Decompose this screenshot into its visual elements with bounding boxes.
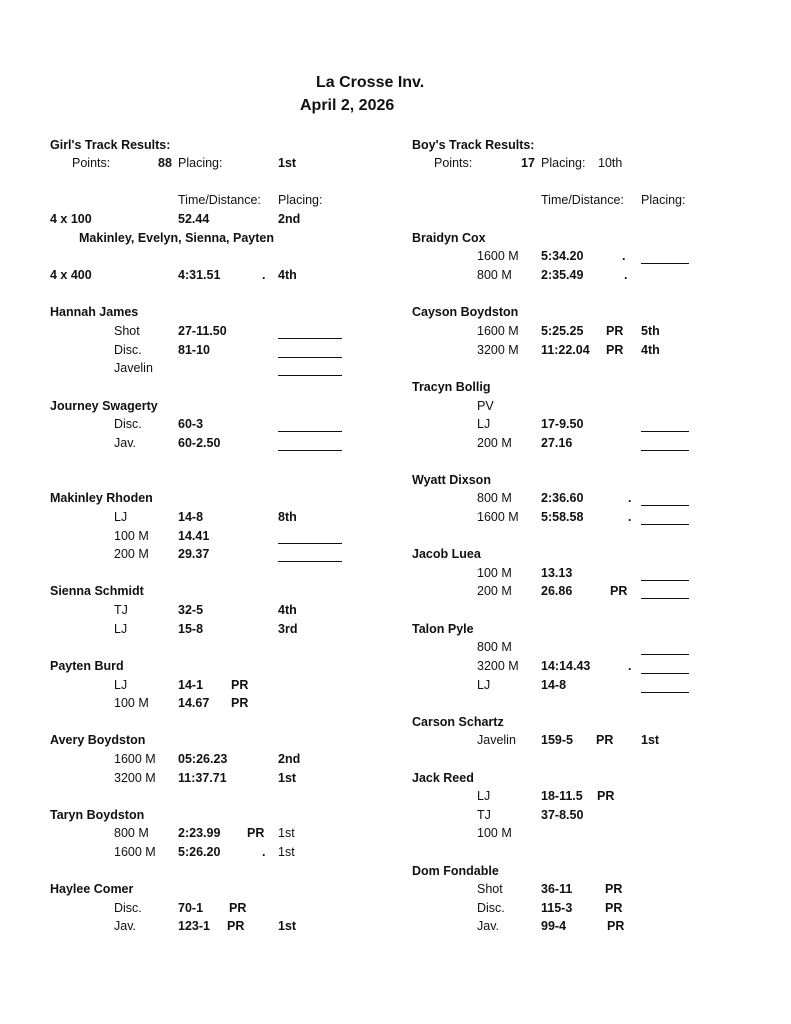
athlete-name: Makinley Rhoden [50, 491, 153, 505]
relay-4x100-time: 52.44 [178, 212, 210, 226]
pr-badge: PR [227, 919, 245, 933]
event-place: 2nd [278, 752, 301, 766]
boys-placing: 10th [598, 156, 623, 170]
event-mark: 159-5 [541, 733, 573, 747]
pr-badge: PR [596, 733, 614, 747]
girls-col-place: Placing: [278, 193, 323, 207]
pr-badge: PR [606, 343, 624, 357]
event-name: LJ [114, 678, 128, 692]
event-place: 1st [278, 826, 295, 840]
event-name: 1600 M [477, 249, 519, 263]
event-mark: 18-11.5 [541, 789, 583, 803]
event-mark: 14.41 [178, 529, 210, 543]
athlete-name: Dom Fondable [412, 864, 499, 878]
event-place: 4th [278, 603, 297, 617]
boys-col-place: Placing: [641, 193, 686, 207]
event-name: Javelin [477, 733, 516, 747]
boys-placing-label: Placing: [541, 156, 586, 170]
event-name: Shot [114, 324, 140, 338]
girls-col-time: Time/Distance: [178, 193, 261, 207]
athlete-name: Haylee Comer [50, 882, 134, 896]
event-mark: 05:26.23 [178, 752, 228, 766]
placing-blank [641, 450, 689, 451]
event-mark: 14-8 [178, 510, 204, 524]
event-mark: 17-9.50 [541, 417, 584, 431]
athlete-name: Taryn Boydston [50, 808, 145, 822]
event-name: Disc. [114, 417, 142, 431]
placing-blank [641, 431, 689, 432]
event-mark: 5:34.20 [541, 249, 584, 263]
placing-blank [278, 375, 342, 376]
event-mark: 123-1 [178, 919, 210, 933]
pr-badge: PR [231, 678, 249, 692]
relay-4x100-event: 4 x 100 [50, 212, 92, 226]
event-dot: . [622, 249, 626, 263]
girls-points-label: Points: [72, 156, 111, 170]
pr-badge: PR [229, 901, 247, 915]
event-place: 3rd [278, 622, 298, 636]
event-place: 5th [641, 324, 660, 338]
relay-4x100-place: 2nd [278, 212, 301, 226]
event-name: 100 M [477, 566, 512, 580]
event-mark: 5:58.58 [541, 510, 584, 524]
placing-blank [641, 692, 689, 693]
event-name: PV [477, 399, 494, 413]
event-name: 1600 M [114, 752, 156, 766]
event-mark: 37-8.50 [541, 808, 584, 822]
event-mark: 5:26.20 [178, 845, 221, 859]
event-mark: 60-3 [178, 417, 204, 431]
pr-badge: PR [605, 882, 623, 896]
placing-blank [641, 505, 689, 506]
event-name: LJ [114, 622, 128, 636]
relay-4x400-place: 4th [278, 268, 297, 282]
athlete-name: Tracyn Bollig [412, 380, 491, 394]
event-name: TJ [114, 603, 128, 617]
athlete-name: Hannah James [50, 305, 139, 319]
event-name: Disc. [477, 901, 505, 915]
placing-blank [641, 580, 689, 581]
event-mark: 11:22.04 [541, 343, 590, 357]
event-dot: . [628, 510, 632, 524]
event-place: 8th [278, 510, 297, 524]
boys-points-label: Points: [434, 156, 473, 170]
event-mark: 14.67 [178, 696, 210, 710]
event-dot: . [624, 268, 628, 282]
event-name: 100 M [114, 696, 149, 710]
athlete-name: Journey Swagerty [50, 399, 158, 413]
pr-badge: PR [231, 696, 249, 710]
event-name: 800 M [477, 491, 512, 505]
event-mark: 81-10 [178, 343, 210, 357]
athlete-name: Avery Boydston [50, 733, 146, 747]
pr-badge: PR [610, 584, 628, 598]
placing-blank [278, 543, 342, 544]
event-place: 4th [641, 343, 660, 357]
boys-heading: Boy's Track Results: [412, 138, 535, 152]
boys-col-time: Time/Distance: [541, 193, 624, 207]
event-name: Jav. [114, 436, 136, 450]
athlete-name: Sienna Schmidt [50, 584, 144, 598]
athlete-name: Cayson Boydston [412, 305, 519, 319]
event-name: 100 M [477, 826, 512, 840]
event-mark: 70-1 [178, 901, 204, 915]
placing-blank [278, 450, 342, 451]
event-mark: 26.86 [541, 584, 573, 598]
event-place: 1st [278, 771, 297, 785]
event-name: 3200 M [477, 343, 519, 357]
placing-blank [641, 654, 689, 655]
event-mark: 32-5 [178, 603, 204, 617]
pr-badge: PR [597, 789, 615, 803]
girls-placing: 1st [278, 156, 297, 170]
event-dot: . [262, 845, 266, 859]
event-name: 200 M [477, 436, 512, 450]
event-place: 1st [278, 919, 297, 933]
pr-badge: PR [606, 324, 624, 338]
event-name: LJ [477, 678, 491, 692]
event-name: Disc. [114, 343, 142, 357]
event-mark: 14:14.43 [541, 659, 591, 673]
event-name: 800 M [114, 826, 149, 840]
placing-blank [278, 338, 342, 339]
event-mark: 2:36.60 [541, 491, 584, 505]
event-name: 100 M [114, 529, 149, 543]
event-mark: 13.13 [541, 566, 573, 580]
event-mark: 5:25.25 [541, 324, 584, 338]
pr-badge: PR [605, 901, 623, 915]
event-mark: 60-2.50 [178, 436, 221, 450]
event-name: TJ [477, 808, 491, 822]
relay-4x100-members: Makinley, Evelyn, Sienna, Payten [79, 231, 274, 245]
pr-badge: PR [247, 826, 265, 840]
event-place: 1st [278, 845, 295, 859]
event-name: 3200 M [114, 771, 156, 785]
placing-blank [641, 673, 689, 674]
relay-4x400-dot: . [262, 268, 266, 282]
event-name: Jav. [477, 919, 499, 933]
athlete-name: Talon Pyle [412, 622, 474, 636]
placing-blank [278, 561, 342, 562]
event-name: Shot [477, 882, 503, 896]
event-name: 1600 M [114, 845, 156, 859]
event-name: 1600 M [477, 324, 519, 338]
event-name: 800 M [477, 268, 512, 282]
event-mark: 2:23.99 [178, 826, 221, 840]
event-name: 200 M [114, 547, 149, 561]
athlete-name: Jack Reed [412, 771, 474, 785]
meet-title: La Crosse Inv. [316, 74, 425, 91]
event-name: 3200 M [477, 659, 519, 673]
placing-blank [641, 598, 689, 599]
event-name: LJ [477, 789, 491, 803]
event-name: LJ [114, 510, 128, 524]
athlete-name: Wyatt Dixson [412, 473, 491, 487]
event-name: 800 M [477, 640, 512, 654]
girls-placing-label: Placing: [178, 156, 223, 170]
athlete-name: Braidyn Cox [412, 231, 486, 245]
event-mark: 11:37.71 [178, 771, 227, 785]
event-name: LJ [477, 417, 491, 431]
girls-points: 88 [158, 156, 172, 170]
event-mark: 14-1 [178, 678, 204, 692]
athlete-name: Carson Schartz [412, 715, 504, 729]
event-place: 1st [641, 733, 660, 747]
event-mark: 27-11.50 [178, 324, 227, 338]
placing-blank [641, 263, 689, 264]
placing-blank [278, 431, 342, 432]
girls-heading: Girl's Track Results: [50, 138, 171, 152]
pr-badge: PR [607, 919, 625, 933]
event-mark: 14-8 [541, 678, 567, 692]
event-mark: 115-3 [541, 901, 573, 915]
athlete-name: Payten Burd [50, 659, 124, 673]
placing-blank [278, 357, 342, 358]
relay-4x400-time: 4:31.51 [178, 268, 221, 282]
event-mark: 2:35.49 [541, 268, 584, 282]
relay-4x400-event: 4 x 400 [50, 268, 92, 282]
event-mark: 27.16 [541, 436, 573, 450]
event-mark: 29.37 [178, 547, 210, 561]
event-dot: . [628, 659, 632, 673]
event-name: 200 M [477, 584, 512, 598]
event-name: Jav. [114, 919, 136, 933]
event-mark: 36-11 [541, 882, 573, 896]
event-mark: 99-4 [541, 919, 567, 933]
event-name: Javelin [114, 361, 153, 375]
event-dot: . [628, 491, 632, 505]
meet-date: April 2, 2026 [300, 97, 395, 114]
event-name: 1600 M [477, 510, 519, 524]
event-name: Disc. [114, 901, 142, 915]
athlete-name: Jacob Luea [412, 547, 481, 561]
event-mark: 15-8 [178, 622, 204, 636]
boys-points: 17 [521, 156, 535, 170]
placing-blank [641, 524, 689, 525]
